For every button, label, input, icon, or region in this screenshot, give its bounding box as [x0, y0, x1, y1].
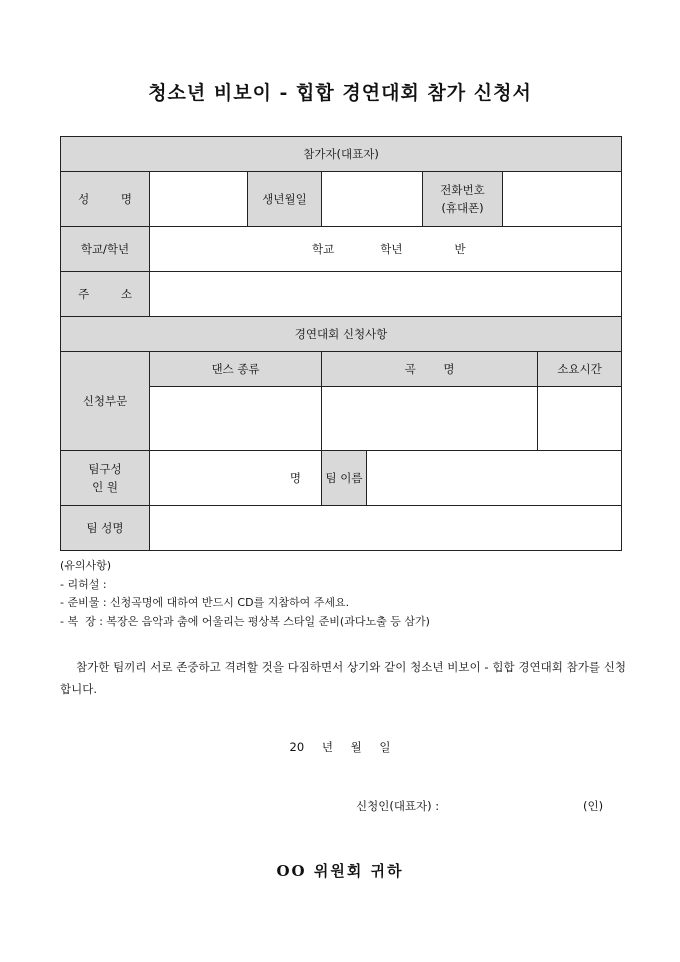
- participant-header: 참가자(대표자): [61, 137, 622, 172]
- seal-label: (인): [583, 799, 604, 813]
- phone-label: [423, 172, 503, 227]
- team-size-label-line2: 인 원: [92, 480, 118, 494]
- phone-label-line1: 전화번호: [440, 182, 485, 197]
- note-attire: - 복 장 : 복장은 음악과 춤에 어울리는 평상복 스타일 준비(과다노출 등 삼가): [60, 614, 430, 628]
- duration-label: 소요시간: [538, 352, 622, 387]
- notes-section: [60, 557, 430, 631]
- team-size-unit: 명: [289, 470, 301, 485]
- notes-heading: (유의사항): [60, 559, 112, 572]
- document-title: 청소년 비보이 - 힙합 경연대회 참가 신청서: [148, 82, 532, 104]
- addressee-footer: OO 위원회 귀하: [276, 862, 404, 880]
- duration-field[interactable]: [538, 387, 622, 451]
- date-line: [0, 739, 680, 755]
- birth-date-label: 생년월일: [248, 172, 322, 227]
- pledge-paragraph: 참가한 팀끼리 서로 존중하고 격려할 것을 다짐하면서 상기와 같이 청소년 비보이 - 힙합 경연대회 참가를 신청합니다.: [60, 660, 626, 696]
- song-title-field[interactable]: [322, 387, 538, 451]
- division-label: 신청부문: [61, 352, 150, 451]
- phone-label-line2: (휴대폰): [441, 201, 484, 215]
- team-members-label: 팀 성명: [61, 506, 150, 551]
- grade-unit: 학년: [380, 241, 403, 256]
- team-members-field[interactable]: [150, 506, 622, 551]
- team-size-field[interactable]: [150, 451, 322, 506]
- address-label: 주 소: [61, 272, 150, 317]
- phone-field[interactable]: [503, 172, 622, 227]
- date-year-prefix: 20: [289, 740, 305, 754]
- school-label: 학교/학년: [61, 227, 150, 272]
- applicant-label: 신청인(대표자) :: [356, 799, 440, 813]
- team-name-field[interactable]: [367, 451, 622, 506]
- address-field[interactable]: [150, 272, 622, 317]
- school-field[interactable]: [150, 227, 622, 272]
- team-name-label: 팀 이름: [322, 451, 367, 506]
- dance-type-field[interactable]: [150, 387, 322, 451]
- contest-header: 경연대회 신청사항: [61, 317, 622, 352]
- application-form-table: [60, 136, 622, 551]
- team-size-label-line1: 팀구성: [88, 461, 122, 476]
- school-unit: 학교: [312, 241, 335, 256]
- dance-type-label: 댄스 종류: [150, 352, 322, 387]
- date-year: 년: [321, 740, 333, 754]
- class-unit: 반: [454, 241, 466, 256]
- name-field[interactable]: [150, 172, 248, 227]
- song-title-label: 곡 명: [322, 352, 538, 387]
- name-label: 성 명: [61, 172, 150, 227]
- team-size-label: [61, 451, 150, 506]
- note-rehearsal: - 리허설 :: [60, 577, 107, 591]
- date-day: 일: [379, 740, 391, 754]
- date-month: 월: [350, 740, 362, 754]
- note-materials: - 준비물 : 신청곡명에 대하여 반드시 CD를 지참하여 주세요.: [60, 596, 350, 609]
- birth-date-field[interactable]: [322, 172, 423, 227]
